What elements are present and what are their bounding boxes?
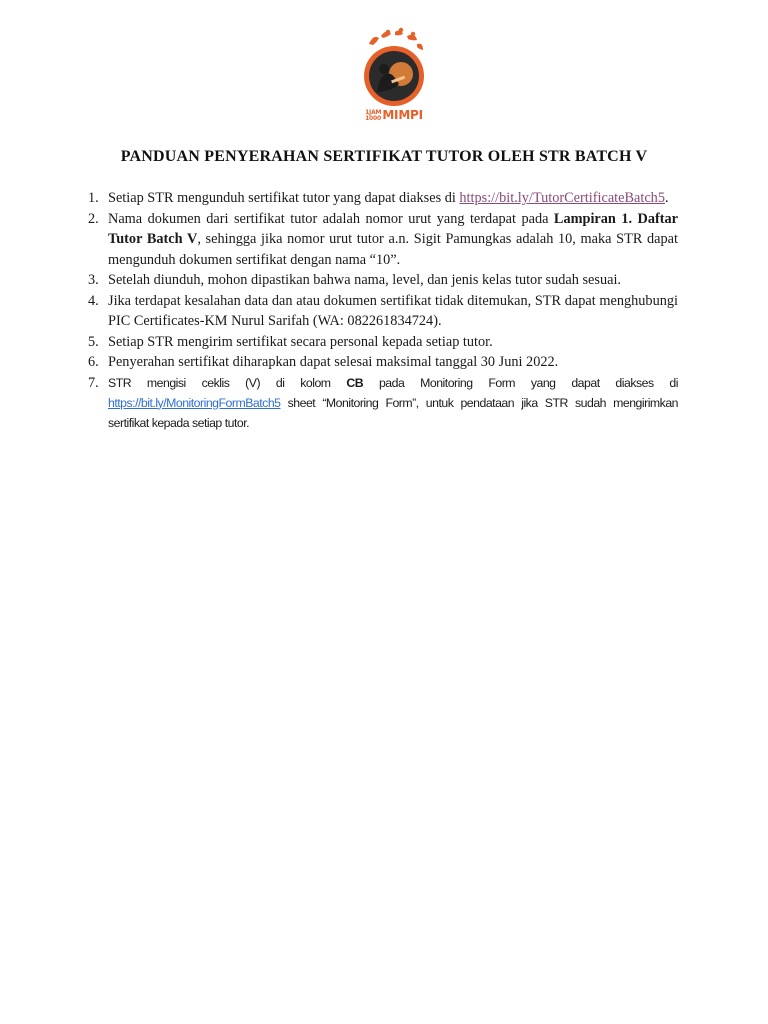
list-text: Penyerahan sertifikat diharapkan dapat selesai maksimal tanggal 30 Juni 2022.	[108, 354, 559, 370]
monitoring-form-link[interactable]: https://bit.ly/MonitoringFormBatch5	[108, 395, 281, 410]
list-item: 2. Nama dokumen dari sertifikat tutor adalah nomor urut yang terdapat pada Lampiran 1. Daftar Tutor Batch V, sehingga jika nomor urut tutor a.n. Sigit Pamungkas adalah 10, maka STR dapat mengunduh dokumen sertifikat dengan nama “10”.	[88, 210, 678, 268]
list-text: STR mengisi ceklis (V) di kolom	[108, 375, 347, 390]
list-text: Setelah diunduh, mohon dipastikan bahwa nama, level, dan jenis kelas tutor sudah sesuai.	[108, 272, 621, 288]
logo-wordmark	[355, 108, 433, 122]
list-number: 2.	[88, 210, 99, 227]
logo-small-text: 1JAM 1000	[365, 108, 382, 122]
list-number: 3.	[88, 272, 99, 288]
logo-big-text: MIMPI	[382, 108, 423, 122]
list-number: 4.	[88, 292, 99, 309]
list-number: 1.	[88, 190, 99, 206]
list-item: 7. STR mengisi ceklis (V) di kolom CB pada Monitoring Form yang dapat diakses di https://bit.ly/MonitoringFormBatch5 sheet “Monitoring Form”, untuk pendataan jika STR sudah mengirimkan sertifikat kepada setiap tutor.	[88, 374, 679, 430]
certificate-link[interactable]: https://bit.ly/TutorCertificateBatch5	[459, 190, 665, 206]
list-item	[88, 291, 678, 332]
list-item	[88, 332, 678, 353]
page-title: PANDUAN PENYERAHAN SERTIFIKAT TUTOR OLEH STR BATCH V	[120, 148, 648, 165]
list-text: Nama dokumen dari sertifikat tutor adalah nomor urut yang terdapat pada	[108, 210, 554, 227]
list-number: 7.	[88, 374, 99, 391]
list-number: 6.	[88, 354, 99, 370]
logo	[355, 26, 433, 124]
list-item: 1. Setiap STR mengunduh sertifikat tutor yang dapat diakses di https://bit.ly/TutorCertificateBatch5.	[88, 188, 678, 209]
list-text: Setiap STR mengirim sertifikat secara personal kepada setiap tutor.	[108, 333, 493, 350]
bold-text: CB	[346, 375, 364, 390]
list-item	[88, 270, 678, 291]
list-text: Jika terdapat kesalahan data dan atau dokumen sertifikat tidak ditemukan, STR dapat menghubungi PIC Certificates-KM Nurul Sarifah (WA: 082261834724).	[108, 292, 678, 329]
reading-child-logo-icon	[355, 26, 433, 108]
list-number: 5.	[88, 333, 99, 350]
instruction-list	[88, 188, 678, 433]
list-text: Setiap STR mengunduh sertifikat tutor yang dapat diakses di	[108, 190, 460, 206]
list-item	[88, 352, 678, 373]
bold-text: Lampiran 1. Daftar Tutor Batch V	[108, 210, 678, 247]
